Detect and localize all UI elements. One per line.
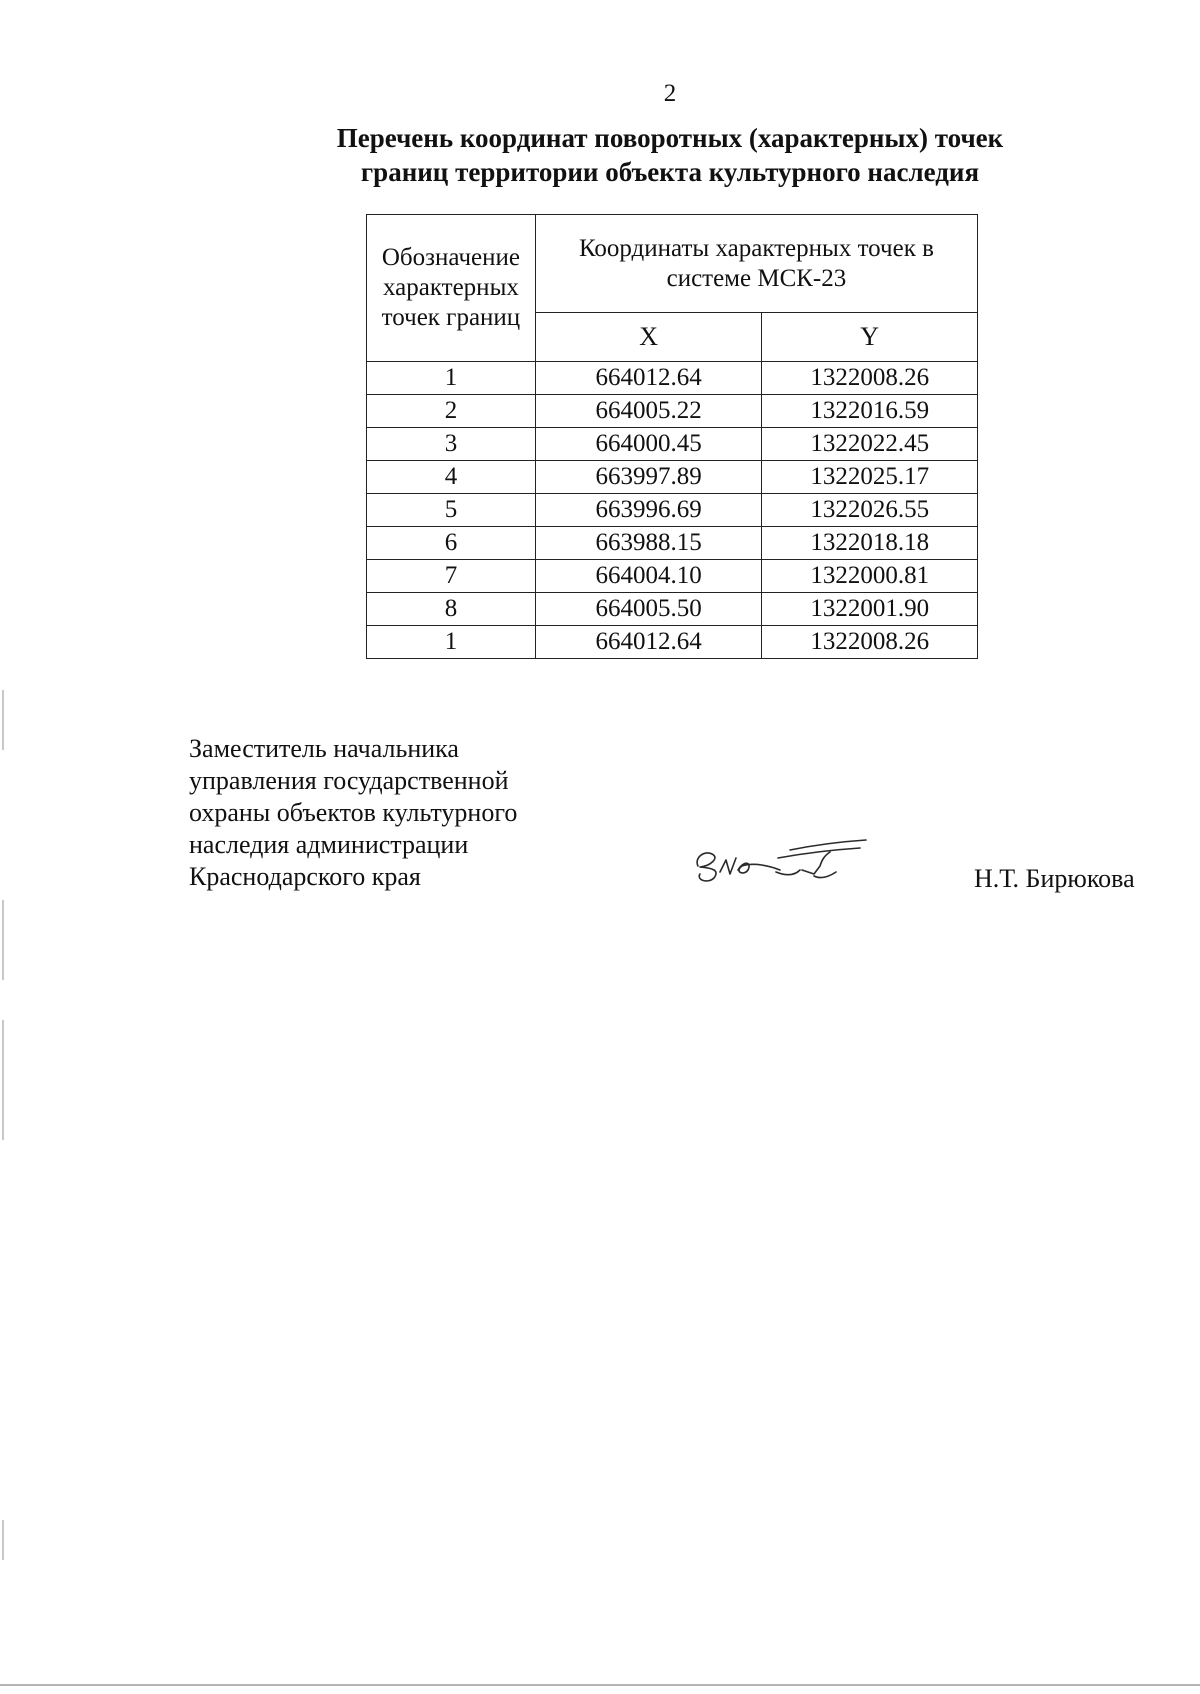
signer-position-line: наследия администрации bbox=[189, 830, 469, 859]
table-row bbox=[367, 593, 978, 626]
cell-point-id: 7 bbox=[367, 560, 536, 593]
cell-point-id: 5 bbox=[367, 494, 536, 527]
header-coordinates-line-2: системе МСК-23 bbox=[666, 264, 847, 292]
cell-y: 1322016.59 bbox=[762, 395, 978, 428]
cell-point-id: 6 bbox=[367, 527, 536, 560]
handwritten-signature bbox=[690, 836, 870, 896]
signer-position-line: Краснодарского края bbox=[189, 862, 421, 891]
cell-y: 1322001.90 bbox=[762, 593, 978, 626]
scan-edge-mark bbox=[2, 1020, 4, 1140]
signer-position-line: Заместитель начальника bbox=[189, 734, 459, 763]
signer-position bbox=[189, 733, 517, 893]
cell-point-id: 3 bbox=[367, 428, 536, 461]
cell-y: 1322025.17 bbox=[762, 461, 978, 494]
header-point-designation-line-2: характерных bbox=[382, 274, 519, 301]
table-row bbox=[367, 626, 978, 659]
scan-edge-mark bbox=[2, 1520, 4, 1560]
scan-edge-mark bbox=[2, 690, 4, 750]
cell-y: 1322000.81 bbox=[762, 560, 978, 593]
document-title-line-1: Перечень координат поворотных (характерных) точек bbox=[336, 123, 1004, 153]
header-coordinates-line-1: Координаты характерных точек в bbox=[578, 234, 934, 262]
cell-point-id: 1 bbox=[367, 626, 536, 659]
header-point-designation-line-3: точек границ bbox=[381, 304, 521, 331]
header-point-designation-line-1: Обозначение bbox=[381, 244, 521, 271]
cell-y: 1322018.18 bbox=[762, 527, 978, 560]
cell-y: 1322022.45 bbox=[762, 428, 978, 461]
cell-y: 1322008.26 bbox=[762, 362, 978, 395]
table-row bbox=[367, 527, 978, 560]
header-point-designation bbox=[367, 215, 536, 362]
cell-point-id: 8 bbox=[367, 593, 536, 626]
table-row bbox=[367, 560, 978, 593]
coordinates-table bbox=[366, 214, 978, 659]
document-title-line-2: границ территории объекта культурного наследия bbox=[360, 157, 980, 187]
table-row bbox=[367, 494, 978, 527]
cell-x: 664012.64 bbox=[535, 626, 762, 659]
header-x: X bbox=[535, 313, 762, 362]
header-coordinates-group bbox=[535, 215, 977, 313]
cell-y: 1322008.26 bbox=[762, 626, 978, 659]
page-number: 2 bbox=[663, 80, 677, 107]
signer-position-line: охраны объектов культурного bbox=[189, 798, 518, 827]
table-row bbox=[367, 395, 978, 428]
header-y: Y bbox=[762, 313, 978, 362]
cell-x: 664012.64 bbox=[535, 362, 762, 395]
cell-point-id: 4 bbox=[367, 461, 536, 494]
scan-edge-mark bbox=[2, 900, 4, 980]
cell-x: 664005.50 bbox=[535, 593, 762, 626]
signer-position-line: управления государственной bbox=[189, 766, 509, 795]
signer-name: Н.Т. Бирюкова bbox=[974, 864, 1135, 893]
cell-x: 663996.69 bbox=[535, 494, 762, 527]
table-row bbox=[367, 428, 978, 461]
cell-x: 663988.15 bbox=[535, 527, 762, 560]
cell-x: 664000.45 bbox=[535, 428, 762, 461]
cell-x: 664004.10 bbox=[535, 560, 762, 593]
cell-y: 1322026.55 bbox=[762, 494, 978, 527]
table-row bbox=[367, 362, 978, 395]
cell-x: 663997.89 bbox=[535, 461, 762, 494]
cell-point-id: 2 bbox=[367, 395, 536, 428]
table-row bbox=[367, 461, 978, 494]
cell-point-id: 1 bbox=[367, 362, 536, 395]
scan-bottom-edge bbox=[0, 1684, 1200, 1686]
document-title bbox=[300, 121, 1040, 189]
cell-x: 664005.22 bbox=[535, 395, 762, 428]
